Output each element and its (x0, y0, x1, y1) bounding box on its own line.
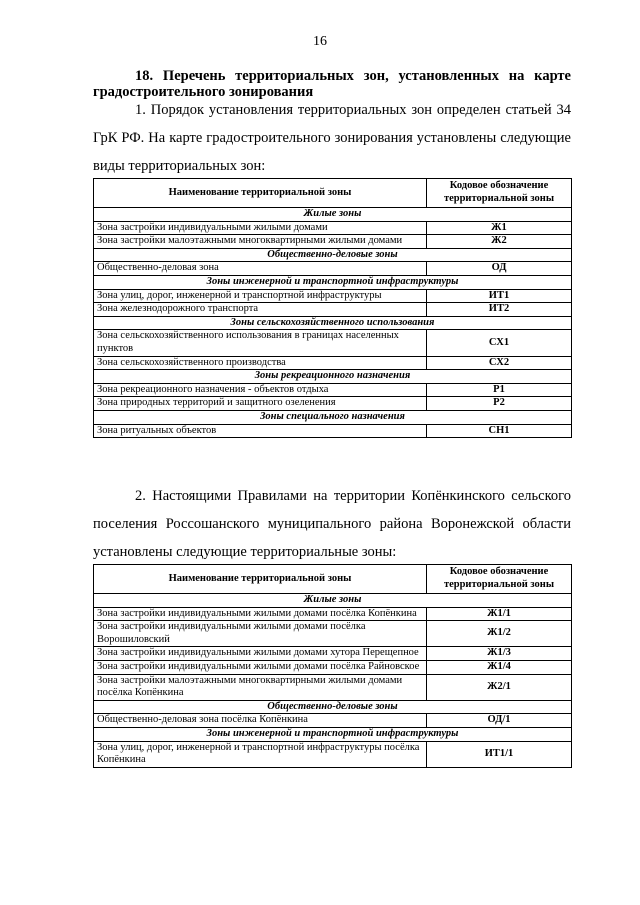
zones-table-settlement (93, 564, 572, 768)
zone-name-cell: Общественно-деловая зона (94, 262, 427, 276)
category-row (94, 700, 572, 714)
category-row (94, 316, 572, 330)
category-row (94, 275, 572, 289)
zone-code-cell: СХ2 (427, 356, 572, 370)
zone-code-cell: Ж1/2 (427, 621, 572, 647)
zone-code-cell: Ж1/3 (427, 647, 572, 661)
zone-code-cell: ИТ1/1 (427, 741, 572, 767)
table-row (94, 356, 572, 370)
zone-name-cell: Зона застройки индивидуальными жилыми домами посёлка Ворошиловский (94, 621, 427, 647)
zone-name-cell: Зона застройки индивидуальными жилыми домами посёлка Копёнкина (94, 607, 427, 621)
zone-name-cell: Зона застройки индивидуальными жилыми домами (94, 221, 427, 235)
table-row (94, 660, 572, 674)
table-row (94, 289, 572, 303)
category-label: Жилые зоны (94, 594, 572, 608)
paragraph-1-line1: 1. Порядок установления территориальных зон определен статьей 34 (135, 102, 571, 118)
category-label: Зоны сельскохозяйственного использования (94, 316, 572, 330)
category-row (94, 370, 572, 384)
category-label: Общественно-деловые зоны (94, 248, 572, 262)
zone-code-cell: Ж2/1 (427, 674, 572, 700)
zone-name-cell: Общественно-деловая зона посёлка Копёнкина (94, 714, 427, 728)
table-row (94, 621, 572, 647)
page-number: 16 (313, 34, 327, 49)
zone-code-cell: ОД (427, 262, 572, 276)
table-row (94, 383, 572, 397)
zone-code-cell: Ж1 (427, 221, 572, 235)
category-row (94, 594, 572, 608)
table-row (94, 303, 572, 317)
column-header-zone-code: Кодовое обозначение территориальной зоны (427, 565, 572, 594)
table-row (94, 674, 572, 700)
column-header-zone-name: Наименование территориальной зоны (94, 565, 427, 594)
zone-code-cell: ОД/1 (427, 714, 572, 728)
table-row (94, 330, 572, 356)
zone-code-cell: ИТ2 (427, 303, 572, 317)
zone-name-cell: Зона сельскохозяйственного использования в границах населенных пунктов (94, 330, 427, 356)
zone-code-cell: Р1 (427, 383, 572, 397)
table-row (94, 607, 572, 621)
table-row (94, 741, 572, 767)
table-row (94, 424, 572, 438)
zone-code-cell: СХ1 (427, 330, 572, 356)
table-row (94, 397, 572, 411)
category-row (94, 208, 572, 222)
category-label: Жилые зоны (94, 208, 572, 222)
paragraph-2-line3: установлены следующие территориальные зоны: (93, 544, 397, 560)
zone-name-cell: Зона застройки индивидуальными жилыми домами посёлка Райновское (94, 660, 427, 674)
section-heading-line1: 18. Перечень территориальных зон, установленных на карте (135, 68, 571, 84)
zone-code-cell: СН1 (427, 424, 572, 438)
category-row (94, 410, 572, 424)
paragraph-2 (93, 482, 571, 566)
paragraph-1-line2: ГрК РФ. На карте градостроительного зонирования установлены следующие (93, 130, 571, 146)
category-label: Зоны инженерной и транспортной инфраструктуры (94, 275, 572, 289)
zone-name-cell: Зона застройки малоэтажными многоквартирными жилыми домами посёлка Копёнкина (94, 674, 427, 700)
zone-name-cell: Зона железнодорожного транспорта (94, 303, 427, 317)
zone-code-cell: ИТ1 (427, 289, 572, 303)
section-heading-line2: градостроительного зонирования (93, 84, 314, 100)
zone-name-cell: Зона застройки малоэтажными многоквартирными жилыми домами (94, 235, 427, 249)
category-label: Зоны рекреационного назначения (94, 370, 572, 384)
table-row (94, 714, 572, 728)
table-row (94, 647, 572, 661)
category-label: Зоны специального назначения (94, 410, 572, 424)
column-header-zone-code: Кодовое обозначение территориальной зоны (427, 179, 572, 208)
zone-name-cell: Зона улиц, дорог, инженерной и транспортной инфраструктуры (94, 289, 427, 303)
zone-name-cell: Зона сельскохозяйственного производства (94, 356, 427, 370)
zone-code-cell: Р2 (427, 397, 572, 411)
table-row (94, 262, 572, 276)
table-row (94, 235, 572, 249)
zone-name-cell: Зона застройки индивидуальными жилыми домами хутора Перещепное (94, 647, 427, 661)
category-label: Общественно-деловые зоны (94, 700, 572, 714)
column-header-zone-name: Наименование территориальной зоны (94, 179, 427, 208)
paragraph-2-line1: 2. Настоящими Правилами на территории Копёнкинского сельского (135, 488, 571, 504)
zone-name-cell: Зона рекреационного назначения - объектов отдыха (94, 383, 427, 397)
table-row (94, 221, 572, 235)
zone-code-cell: Ж1/4 (427, 660, 572, 674)
category-label: Зоны инженерной и транспортной инфраструктуры (94, 727, 572, 741)
zones-table-general (93, 178, 572, 438)
zone-name-cell: Зона улиц, дорог, инженерной и транспортной инфраструктуры посёлка Копёнкина (94, 741, 427, 767)
category-row (94, 248, 572, 262)
category-row (94, 727, 572, 741)
zone-code-cell: Ж1/1 (427, 607, 572, 621)
zone-name-cell: Зона природных территорий и защитного озеленения (94, 397, 427, 411)
zone-code-cell: Ж2 (427, 235, 572, 249)
paragraph-2-line2: поселения Россошанского муниципального района Воронежской области (93, 516, 571, 532)
zone-name-cell: Зона ритуальных объектов (94, 424, 427, 438)
paragraph-1 (93, 96, 571, 180)
paragraph-1-line3: виды территориальных зон: (93, 158, 266, 174)
